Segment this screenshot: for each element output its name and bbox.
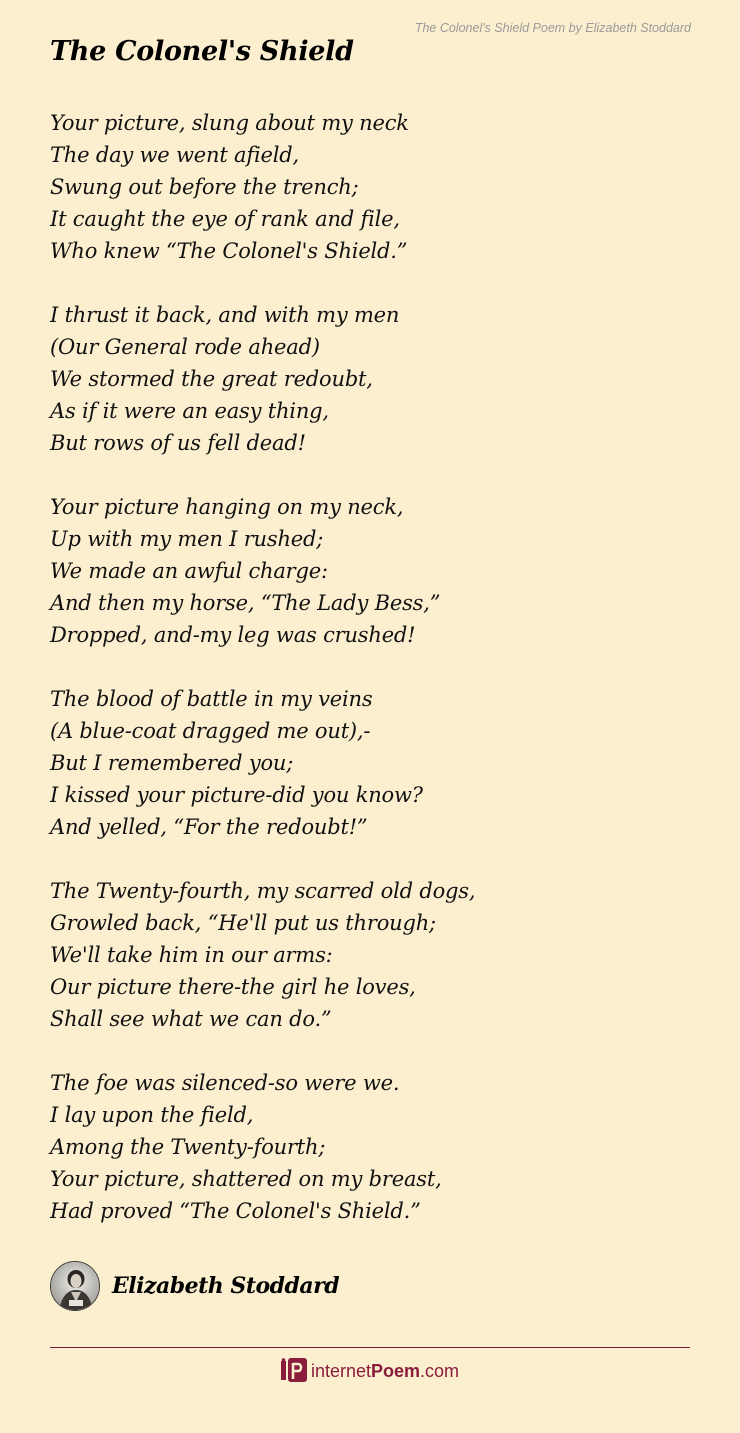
poem-line: Up with my men I rushed; bbox=[50, 527, 324, 551]
poem-line: I kissed your picture-did you know? bbox=[50, 783, 423, 807]
poem-line: I lay upon the field, bbox=[50, 1103, 254, 1127]
poem-line: Dropped, and-my leg was crushed! bbox=[50, 623, 416, 647]
poem-line: The day we went afield, bbox=[50, 143, 299, 167]
brand-prefix: internet bbox=[310, 1360, 371, 1381]
poem-line: The blood of battle in my veins bbox=[50, 687, 373, 711]
stanza bbox=[50, 299, 690, 459]
poem-line: I thrust it back, and with my men bbox=[50, 303, 400, 327]
poem-line: (Our General rode ahead) bbox=[50, 335, 320, 359]
stanza bbox=[50, 491, 690, 651]
poem-line: We stormed the great redoubt, bbox=[50, 367, 373, 391]
stanza bbox=[50, 683, 690, 843]
author-name[interactable]: Elizabeth Stoddard bbox=[112, 1273, 340, 1299]
poem-line: Among the Twenty-fourth; bbox=[50, 1135, 326, 1159]
poem-line: Shall see what we can do.” bbox=[50, 1007, 332, 1031]
poem-body bbox=[50, 107, 690, 1259]
brand-suffix: .com bbox=[420, 1360, 460, 1381]
poem-line: We'll take him in our arms: bbox=[50, 943, 333, 967]
poem-line: Your picture hanging on my neck, bbox=[50, 495, 404, 519]
footer-divider bbox=[50, 1347, 690, 1348]
poem-line: The Twenty-fourth, my scarred old dogs, bbox=[50, 879, 476, 903]
poem-title: The Colonel's Shield bbox=[50, 36, 354, 67]
poem-line: Your picture, slung about my neck bbox=[50, 111, 409, 135]
poem-line: Who knew “The Colonel's Shield.” bbox=[50, 239, 408, 263]
poem-line: We made an awful charge: bbox=[50, 559, 328, 583]
author-block[interactable] bbox=[50, 1261, 339, 1311]
header-caption: The Colonel's Shield Poem by Elizabeth Stoddard bbox=[414, 21, 691, 35]
stanza bbox=[50, 875, 690, 1035]
poem-line: (A blue-coat dragged me out),- bbox=[50, 719, 371, 743]
poem-line: It caught the eye of rank and file, bbox=[50, 207, 400, 231]
internetpoem-brand-link[interactable] bbox=[0, 1358, 740, 1384]
poem-line: Swung out before the trench; bbox=[50, 175, 359, 199]
author-portrait-icon[interactable] bbox=[50, 1261, 100, 1311]
internetpoem-logo-icon[interactable] bbox=[281, 1358, 307, 1384]
brand-strong: Poem bbox=[371, 1360, 421, 1381]
poem-line: Had proved “The Colonel's Shield.” bbox=[50, 1199, 421, 1223]
poem-line: But rows of us fell dead! bbox=[50, 431, 306, 455]
poem-line: And yelled, “For the redoubt!” bbox=[50, 815, 368, 839]
poem-line: But I remembered you; bbox=[50, 751, 294, 775]
poem-line: As if it were an easy thing, bbox=[50, 399, 329, 423]
brand-text[interactable] bbox=[311, 1361, 459, 1382]
stanza bbox=[50, 107, 690, 267]
poem-line: The foe was silenced-so were we. bbox=[50, 1071, 400, 1095]
poem-line: Your picture, shattered on my breast, bbox=[50, 1167, 442, 1191]
stanza bbox=[50, 1067, 690, 1227]
poem-line: Our picture there-the girl he loves, bbox=[50, 975, 416, 999]
poem-line: Growled back, “He'll put us through; bbox=[50, 911, 436, 935]
poem-line: And then my horse, “The Lady Bess,” bbox=[50, 591, 441, 615]
